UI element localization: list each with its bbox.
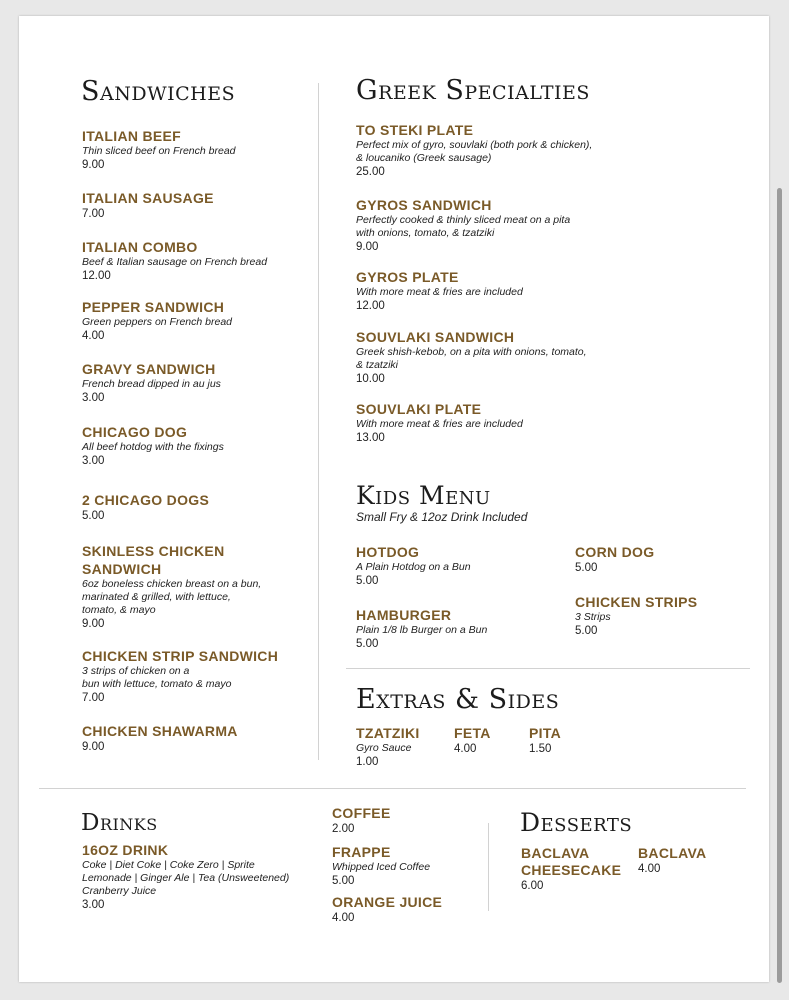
item-name: CHICKEN SHAWARMA <box>82 723 238 739</box>
item-price: 5.00 <box>332 875 355 887</box>
item-desc: 6oz boneless chicken breast on a bun, marinated & grilled, with lettuce, tomato, & mayo <box>82 578 262 616</box>
menu-item-2-chicago-dogs <box>82 492 209 524</box>
item-price: 9.00 <box>82 618 105 630</box>
item-desc: Gyro Sauce <box>356 742 412 754</box>
item-price: 10.00 <box>356 373 385 385</box>
item-price: 2.00 <box>332 823 355 835</box>
menu-item-baclava <box>638 845 706 877</box>
item-desc: Plain 1/8 lb Burger on a Bun <box>356 624 488 636</box>
sandwiches-heading: Sandwiches <box>81 76 236 107</box>
item-name: 16OZ DRINK <box>82 842 169 858</box>
extras-sides-heading: Extras & Sides <box>356 684 560 715</box>
item-price: 5.00 <box>356 575 379 587</box>
item-name: GRAVY SANDWICH <box>82 361 216 377</box>
item-name: BACLAVA <box>638 845 707 861</box>
menu-item-chicago-dog <box>82 424 224 469</box>
item-desc: Thin sliced beef on French bread <box>82 145 236 157</box>
item-price: 7.00 <box>82 208 105 220</box>
menu-item-italian-combo <box>82 239 267 284</box>
item-desc: A Plain Hotdog on a Bun <box>356 561 471 573</box>
item-price: 6.00 <box>521 880 544 892</box>
item-name: COFFEE <box>332 805 391 821</box>
item-name: ITALIAN COMBO <box>82 239 198 255</box>
item-name: HAMBURGER <box>356 607 452 623</box>
kids-menu-heading: Kids Menu <box>356 481 491 510</box>
menu-item-gravy-sandwich <box>82 361 221 406</box>
item-name: GYROS SANDWICH <box>356 197 492 213</box>
item-name: ITALIAN SAUSAGE <box>82 190 214 206</box>
item-name: ORANGE JUICE <box>332 894 443 910</box>
item-price: 7.00 <box>82 692 105 704</box>
item-price: 4.00 <box>82 330 105 342</box>
menu-item-frappe <box>332 844 430 889</box>
item-price: 12.00 <box>82 270 111 282</box>
item-price: 3.00 <box>82 392 105 404</box>
scrollbar[interactable] <box>777 188 782 983</box>
kids-menu-subtitle: Small Fry & 12oz Drink Included <box>356 510 528 524</box>
item-price: 5.00 <box>575 625 598 637</box>
item-desc: Green peppers on French bread <box>82 316 233 328</box>
item-name: GYROS PLATE <box>356 269 459 285</box>
item-price: 1.50 <box>529 743 552 755</box>
item-price: 1.00 <box>356 756 379 768</box>
item-price: 9.00 <box>82 741 105 753</box>
menu-item-pepper-sandwich <box>82 299 232 344</box>
desserts-heading: Desserts <box>520 808 633 837</box>
item-name: FETA <box>454 725 491 741</box>
item-name: CHICKEN STRIPS <box>575 594 698 610</box>
greek-specialties-heading: Greek Specialties <box>356 75 590 106</box>
item-price: 9.00 <box>82 159 105 171</box>
item-price: 12.00 <box>356 300 385 312</box>
item-name: PEPPER SANDWICH <box>82 299 225 315</box>
item-price: 3.00 <box>82 899 105 911</box>
menu-item-gyros-sandwich <box>356 197 570 255</box>
menu-item-chicken-shawarma <box>82 723 238 755</box>
item-name: BACLAVA CHEESECAKE <box>521 845 622 878</box>
item-name: CORN DOG <box>575 544 655 560</box>
item-name: ITALIAN BEEF <box>82 128 182 144</box>
item-price: 5.00 <box>356 638 379 650</box>
item-name: CHICKEN STRIP SANDWICH <box>82 648 279 664</box>
divider-horizontal-bottom <box>39 788 746 789</box>
item-name: CHICAGO DOG <box>82 424 188 440</box>
menu-item-to-steki-plate <box>356 122 592 180</box>
item-name: SKINLESS CHICKEN SANDWICH <box>82 543 225 577</box>
menu-item-souvlaki-plate <box>356 401 523 446</box>
item-desc: 3 Strips <box>575 611 611 623</box>
item-desc: Greek shish-kebob, on a pita with onions, tomato, & tzatziki <box>356 346 587 371</box>
menu-item-souvlaki-sandwich <box>356 329 587 387</box>
item-name: HOTDOG <box>356 544 420 560</box>
item-price: 25.00 <box>356 166 385 178</box>
menu-item-baclava-cheesecake <box>521 845 621 894</box>
item-desc: With more meat & fries are included <box>356 418 523 430</box>
item-name: SOUVLAKI PLATE <box>356 401 482 417</box>
menu-item-chicken-strip-sandwich <box>82 648 278 706</box>
menu-item-orange-juice <box>332 894 442 926</box>
menu-item-chicken-strips <box>575 594 697 639</box>
divider-vertical-bottom <box>488 823 489 911</box>
drinks-heading: Drinks <box>81 810 158 836</box>
item-name: SOUVLAKI SANDWICH <box>356 329 515 345</box>
item-price: 3.00 <box>82 455 105 467</box>
menu-item-hamburger <box>356 607 487 652</box>
menu-item-gyros-plate <box>356 269 523 314</box>
item-desc: With more meat & fries are included <box>356 286 523 298</box>
menu-item-skinless-chicken-sandwich <box>82 542 261 632</box>
menu-item-coffee <box>332 805 391 837</box>
menu-item-italian-sausage <box>82 190 214 222</box>
menu-item-feta <box>454 725 491 757</box>
item-name: FRAPPE <box>332 844 391 860</box>
item-name: 2 CHICAGO DOGS <box>82 492 210 508</box>
item-name: PITA <box>529 725 562 741</box>
menu-item-pita <box>529 725 561 757</box>
item-price: 5.00 <box>82 510 105 522</box>
menu-item-corn-dog <box>575 544 654 576</box>
item-price: 13.00 <box>356 432 385 444</box>
item-name: TZATZIKI <box>356 725 420 741</box>
item-price: 5.00 <box>575 562 598 574</box>
item-desc: French bread dipped in au jus <box>82 378 221 390</box>
item-price: 9.00 <box>356 241 379 253</box>
item-price: 4.00 <box>454 743 477 755</box>
item-price: 4.00 <box>332 912 355 924</box>
item-desc: All beef hotdog with the fixings <box>82 441 224 453</box>
item-desc: Perfect mix of gyro, souvlaki (both pork & chicken), & loucaniko (Greek sausage) <box>356 139 593 164</box>
menu-item-16oz-drink <box>82 842 289 913</box>
item-desc: Whipped Iced Coffee <box>332 861 431 873</box>
item-desc: Coke | Diet Coke | Coke Zero | Sprite Lemonade | Ginger Ale | Tea (Unsweetened) Cranberry Juice <box>82 859 290 897</box>
divider-vertical-main <box>318 83 319 760</box>
divider-kids-extras <box>346 668 750 669</box>
item-name: TO STEKI PLATE <box>356 122 474 138</box>
menu-item-italian-beef <box>82 128 236 173</box>
item-price: 4.00 <box>638 863 661 875</box>
item-desc: Perfectly cooked & thinly sliced meat on a pita with onions, tomato, & tzatziki <box>356 214 571 239</box>
item-desc: 3 strips of chicken on a bun with lettuce, tomato & mayo <box>82 665 232 690</box>
menu-item-tzatziki <box>356 725 420 770</box>
item-desc: Beef & Italian sausage on French bread <box>82 256 268 268</box>
menu-item-hotdog <box>356 544 471 589</box>
